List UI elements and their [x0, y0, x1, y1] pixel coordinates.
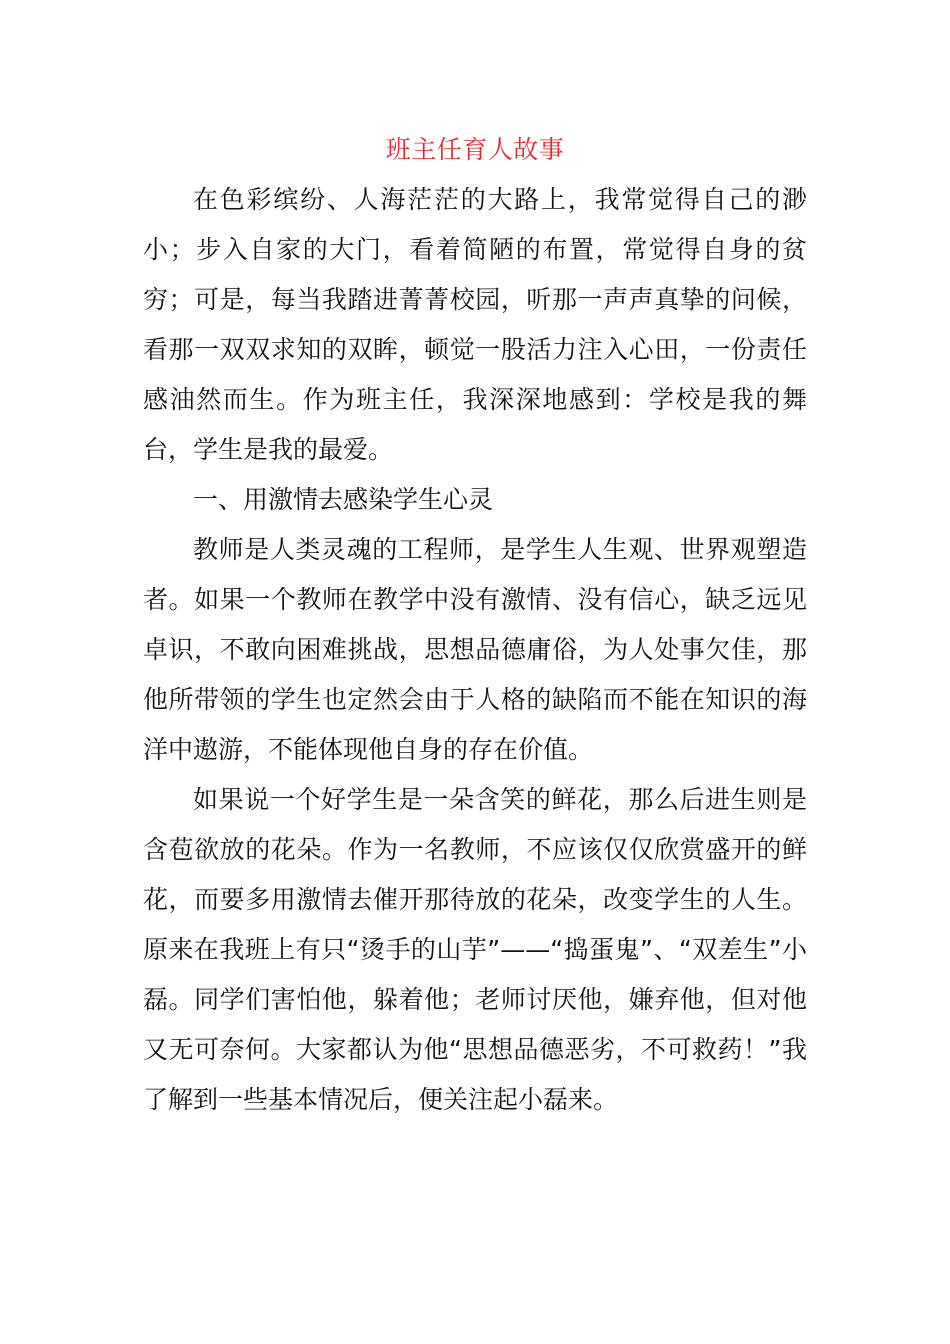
document-title: 班主任育人故事 — [385, 135, 565, 164]
paragraph-student-story: 如果说一个好学生是一朵含笑的鲜花，那么后进生则是含苞欲放的花朵。作为一名教师，不应该仅仅欣赏盛开的鲜花，而要多用激情去催开那待放的花朵，改变学生的人生。原来在我班上有只“烫手的山芋”——“捣蛋鬼”、“双差生”小磊。同学们害怕他，躲着他；老师讨厌他，嫌弃他，但对他又无可奈何。大家都认为他“思想品德恶劣，不可救药！”我了解到一些基本情况后，便关注起小磊来。 — [143, 785, 807, 1114]
paragraph-teacher-role: 教师是人类灵魂的工程师，是学生人生观、世界观塑造者。如果一个教师在教学中没有激情、没有信心，缺乏远见卓识，不敢向困难挑战，思想品德庸俗，为人处事欠佳，那他所带领的学生也定然会由于人格的缺陷而不能在知识的海洋中遨游，不能体现他自身的存在价值。 — [143, 535, 807, 764]
document-body — [143, 175, 807, 1125]
section-heading: 一、用激情去感染学生心灵 — [193, 485, 494, 514]
paragraph-intro: 在色彩缤纷、人海茫茫的大路上，我常觉得自己的渺小；步入自家的大门，看着简陋的布置，常觉得自身的贫穷；可是，每当我踏进菁菁校园，听那一声声真挚的问候，看那一双双求知的双眸，顿觉一股活力注入心田，一份责任感油然而生。作为班主任，我深深地感到：学校是我的舞台，学生是我的最爱。 — [143, 185, 807, 464]
